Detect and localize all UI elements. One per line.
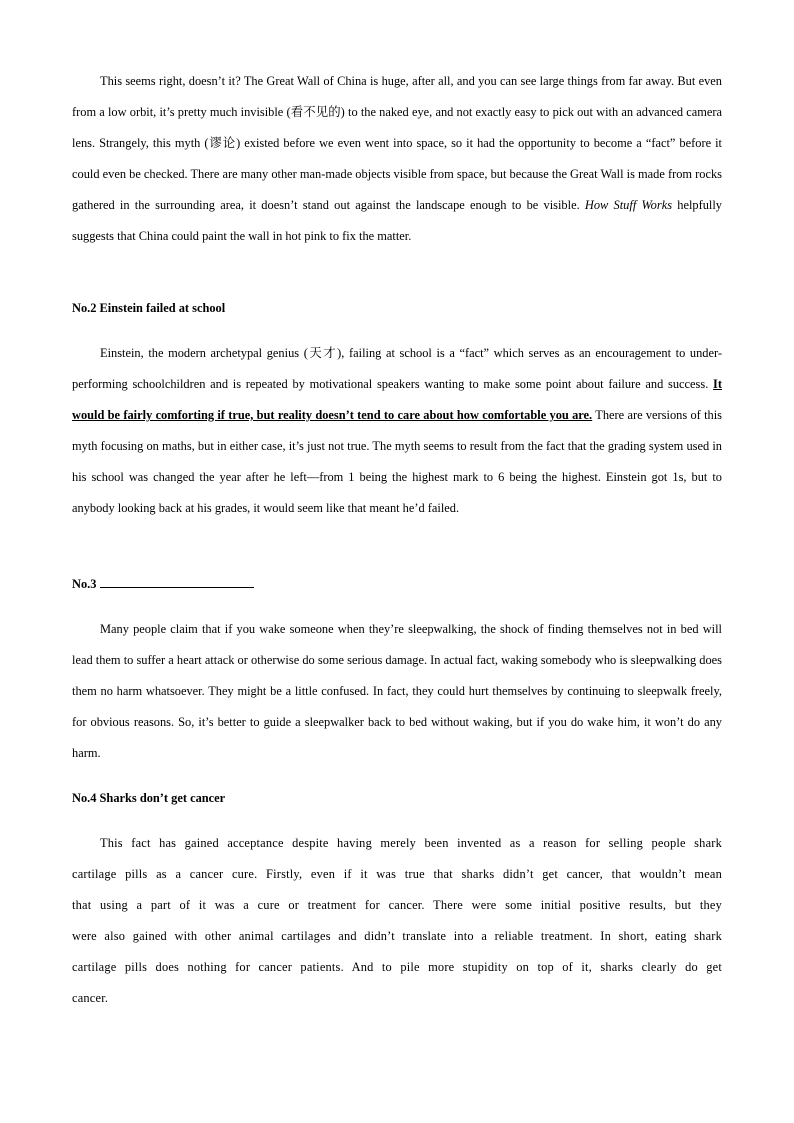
italic-source-title: How Stuff Works bbox=[584, 198, 673, 212]
paragraph-text: This seems right, doesn’t it? The Great Wall of China is huge, after all, and you can see large things from far away. But even from a low orbit, it’s pretty much invisible (看不见的) to the naked eye, and not exactly easy to pick out with an advanced camera lens. Strangely, this myth (谬论) existed before we even went into space, so it had the opportunity to become a “fact” before it could even be checked. There are many other man-made objects visible from space, but because the Great Wall is made from rocks gathered in the surrounding area, it doesn’t stand out against the landscape enough to be visible. bbox=[72, 74, 722, 212]
paragraph-text: helpfully suggests that China could paint the wall in hot pink to fix the matter. bbox=[72, 198, 722, 243]
section-heading-einstein: No.2 Einstein failed at school bbox=[72, 301, 226, 315]
paragraph-great-wall bbox=[72, 66, 722, 252]
answer-blank[interactable] bbox=[100, 575, 254, 588]
section-heading-sharks: No.4 Sharks don’t get cancer bbox=[72, 791, 226, 805]
emphasized-sentence: It would be fairly comforting if true, but reality doesn’t tend to care about how comfortable you are. bbox=[72, 377, 722, 422]
paragraph-sleepwalking: Many people claim that if you wake someone when they’re sleepwalking, the shock of finding themselves not in bed will lead them to suffer a heart attack or otherwise do some serious damage. In actual fact, waking somebody who is sleepwalking does them no harm whatsoever. They might be a little confused. In fact, they could hurt themselves by continuing to sleepwalk freely, for obvious reasons. So, it’s better to guide a sleepwalker back to bed without waking, but if you do wake him, it won’t do any harm. bbox=[72, 622, 722, 760]
heading-number: No.3 bbox=[72, 577, 97, 591]
paragraph-text: Einstein, the modern archetypal genius (天才), failing at school is a “fact” which serves as an encouragement to under-performing schoolchildren and is repeated by motivational speakers wanting to make some point about failure and success. bbox=[72, 346, 722, 391]
paragraph-einstein bbox=[72, 338, 722, 524]
paragraph-text: There are versions of this myth focusing on maths, but in either case, it’s just not true. The myth seems to result from the fact that the grading system used in his school was changed the year after he left—from 1 being the highest mark to 6 being the highest. Einstein got 1s, but to anybody looking back at his grades, it would seem like that meant he’d failed. bbox=[72, 408, 722, 515]
section-heading-no3 bbox=[72, 574, 254, 594]
paragraph-sharks: This fact has gained acceptance despite having merely been invented as a reason for selling people shark cartilage pills as a cancer cure. Firstly, even if it was true that sharks didn’t get cancer, that wouldn’t mean that using a part of it was a cure or treatment for cancer. There were some initial positive results, but they were also gained with other animal cartilages and didn’t translate into a reliable treatment. In short, eating shark cartilage pills does nothing for cancer patients. And to pile more stupidity on top of it, sharks clearly do get cancer. bbox=[72, 836, 722, 1005]
